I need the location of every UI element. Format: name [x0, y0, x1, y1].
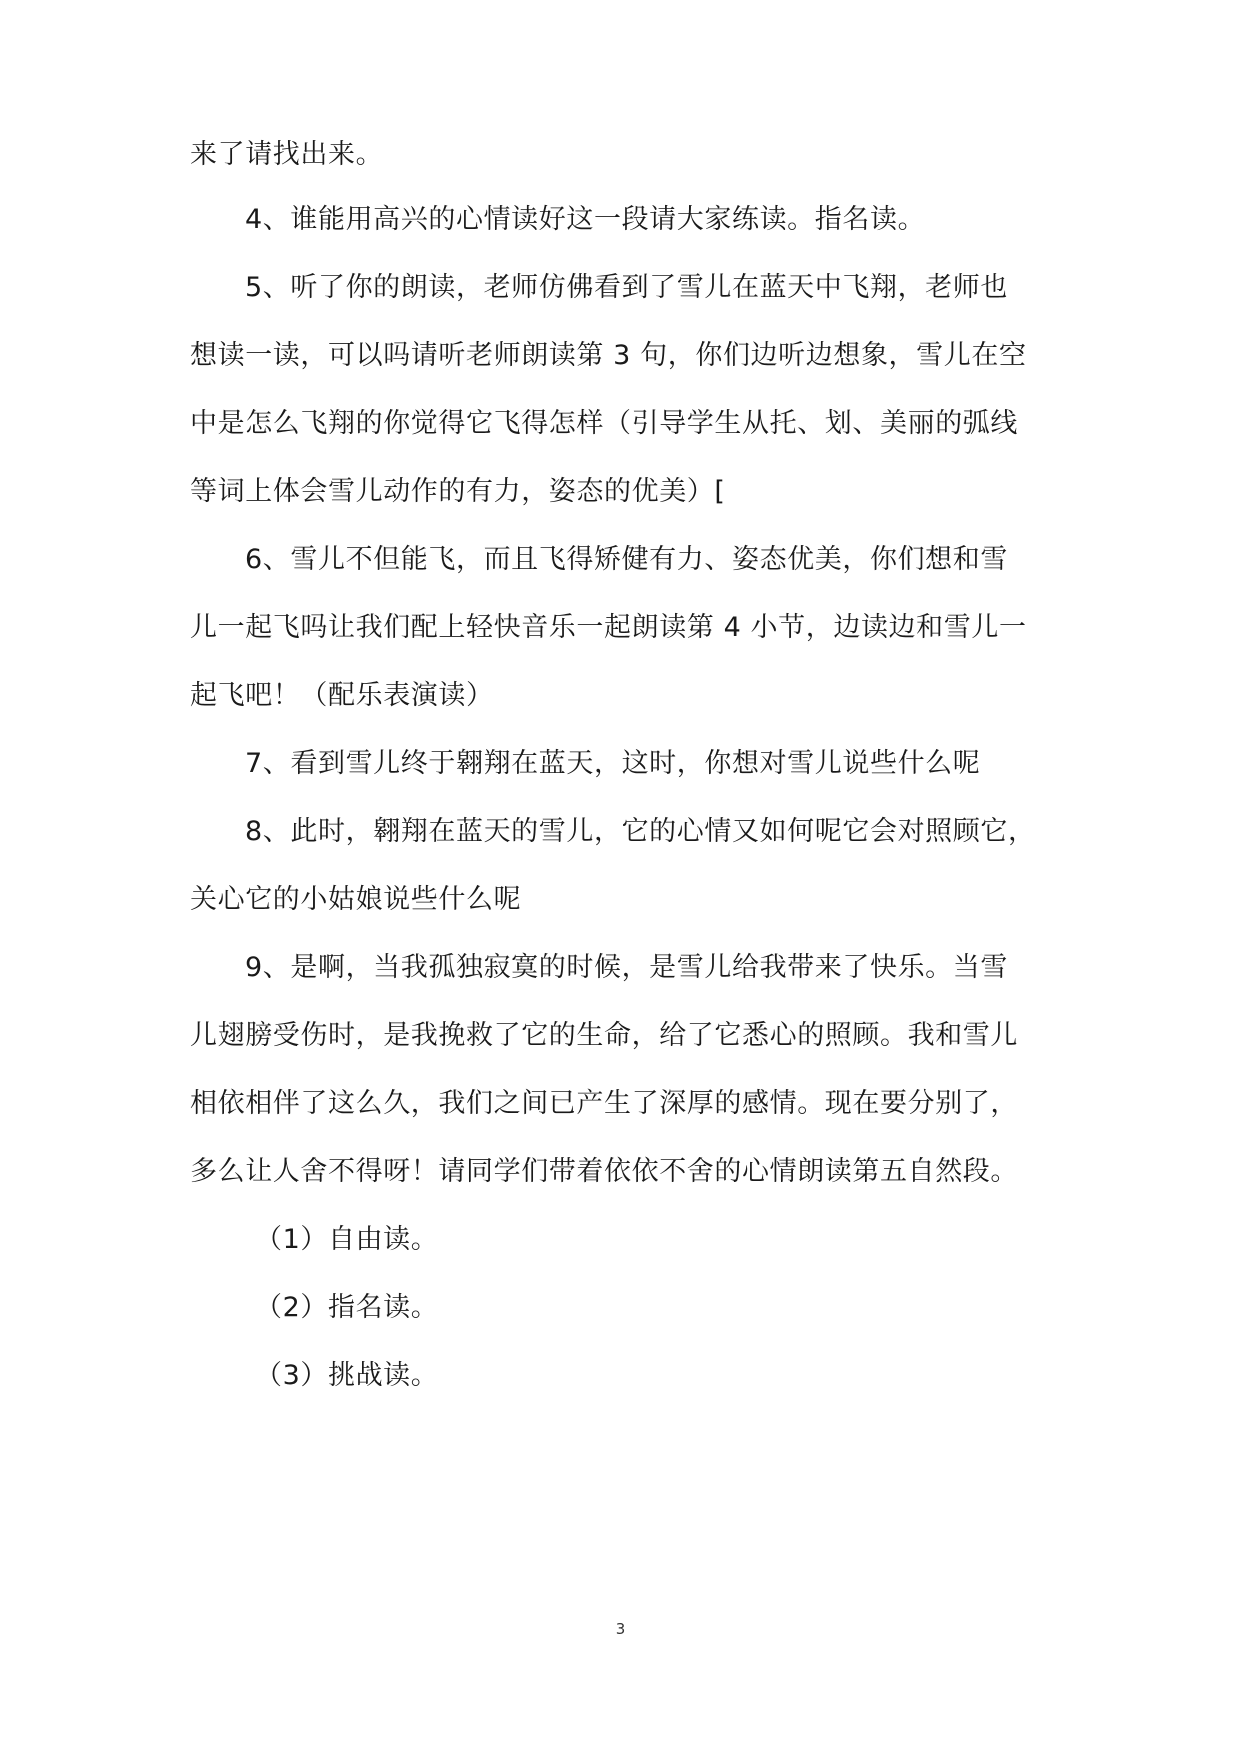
text-line: 多么让人舍不得呀！请同学们带着依依不舍的心情朗读第五自然段。: [190, 1156, 1018, 1187]
text-line: （2）指名读。: [255, 1292, 439, 1323]
text-line: 4、谁能用高兴的心情读好这一段请大家练读。指名读。: [245, 204, 926, 235]
text-line: 想读一读，可以吗请听老师朗读第 3 句，你们边听边想象，雪儿在空: [190, 340, 1027, 371]
text-line: 关心它的小姑娘说些什么呢: [190, 884, 522, 915]
page-number: 3: [615, 1620, 626, 1638]
text-line: 9、是啊，当我孤独寂寞的时候，是雪儿给我带来了快乐。当雪: [245, 952, 1008, 983]
text-line: 相依相伴了这么久，我们之间已产生了深厚的感情。现在要分别了，: [190, 1088, 1018, 1119]
text-line: 起飞吧！（配乐表演读）: [190, 680, 494, 711]
text-line: 6、雪儿不但能飞，而且飞得矫健有力、姿态优美，你们想和雪: [245, 544, 1008, 575]
text-line: 儿一起飞吗让我们配上轻快音乐一起朗读第 4 小节，边读边和雪儿一: [190, 612, 1027, 643]
text-line: （3）挑战读。: [255, 1360, 439, 1391]
text-line: 来了请找出来。: [190, 139, 384, 170]
text-line: 中是怎么飞翔的你觉得它飞得怎样（引导学生从托、划、美丽的弧线: [190, 408, 1018, 439]
text-line: 8、此时，翱翔在蓝天的雪儿，它的心情又如何呢它会对照顾它，: [245, 816, 1036, 847]
text-line: （1）自由读。: [255, 1224, 439, 1255]
text-line: 7、看到雪儿终于翱翔在蓝天，这时，你想对雪儿说些什么呢: [245, 748, 981, 779]
text-line: 儿翅膀受伤时，是我挽救了它的生命，给了它悉心的照顾。我和雪儿: [190, 1020, 1018, 1051]
text-line: 5、听了你的朗读，老师仿佛看到了雪儿在蓝天中飞翔，老师也: [245, 272, 1008, 303]
text-line: 等词上体会雪儿动作的有力，姿态的优美）[: [190, 476, 726, 507]
